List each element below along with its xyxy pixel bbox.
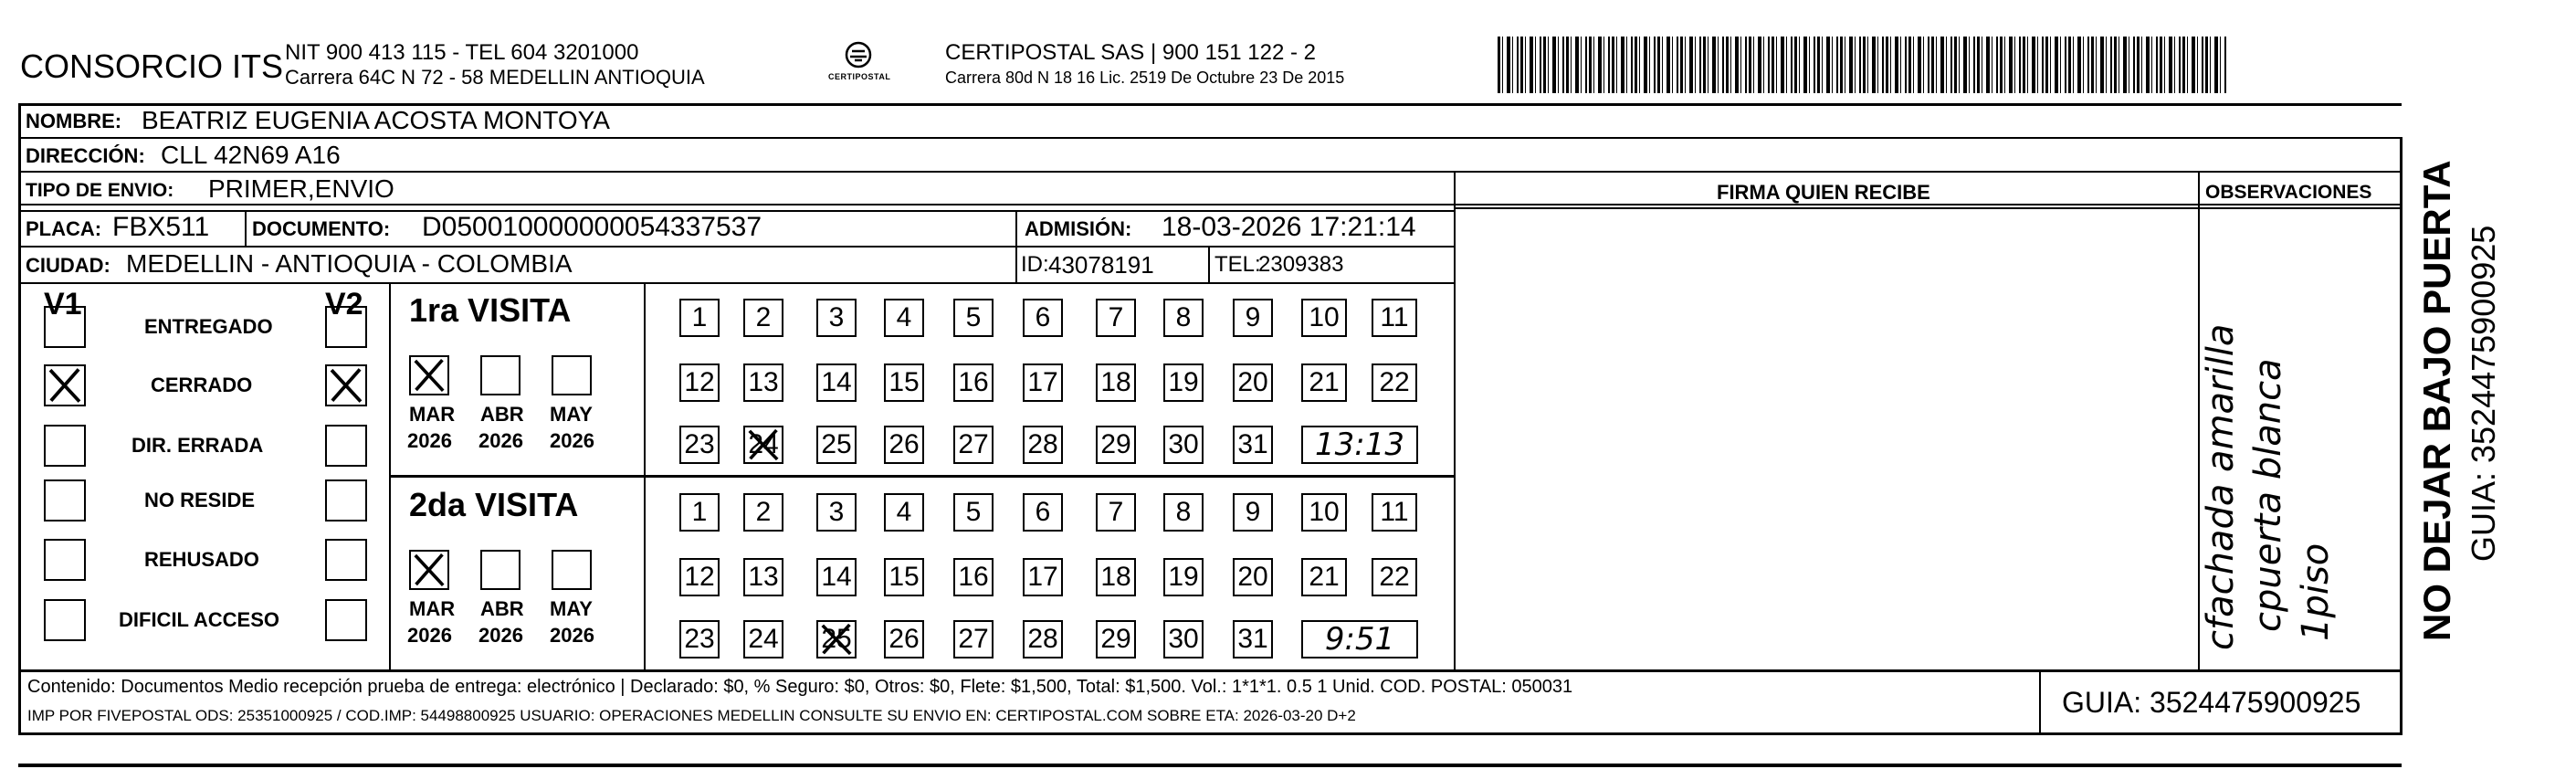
ciudad-value: MEDELLIN - ANTIOQUIA - COLOMBIA [126,249,573,278]
day-cell[interactable]: 7 [1096,299,1136,337]
v2-checkbox[interactable] [325,539,367,581]
day-cell[interactable]: 3 [816,493,857,532]
day-cell[interactable]: 28 [1023,426,1063,464]
signature-area[interactable] [1456,210,2196,667]
tel-label: TEL: [1214,252,1261,277]
month-checkbox[interactable] [409,355,449,395]
day-cell[interactable]: 30 [1163,426,1204,464]
day-cell[interactable]: 21 [1301,558,1347,596]
x-mark-icon [46,366,84,405]
day-cell[interactable]: 26 [884,620,924,658]
direccion-value: CLL 42N69 A16 [161,141,341,169]
v1-checkbox[interactable] [44,599,86,641]
day-cell[interactable]: 17 [1023,363,1063,402]
day-cell[interactable]: 27 [953,426,994,464]
status-label: NO RESIDE [144,489,256,511]
nombre-value: BEATRIZ EUGENIA ACOSTA MONTOYA [142,106,610,134]
no-dejar-bajo-puerta: NO DEJAR BAJO PUERTA [2415,160,2458,641]
month-checkbox[interactable] [552,550,592,590]
month-year: 2026 [550,429,594,452]
day-cell[interactable]: 15 [884,363,924,402]
tel-value: 2309383 [1258,252,1344,277]
handwritten-notes [2200,212,2396,667]
firma-label: FIRMA QUIEN RECIBE [1717,181,1930,204]
logo-caption: CERTIPOSTAL [828,72,891,81]
company-name: CONSORCIO ITS [20,47,284,85]
tipo-envio-label: TIPO DE ENVIO: [26,180,174,201]
handwritten-note: cfachada amarilla [2200,323,2242,650]
day-cell[interactable]: 18 [1096,363,1136,402]
day-cell[interactable]: 1 [679,493,720,532]
v2-checkbox[interactable] [325,425,367,467]
visit-time: 13:13 [1301,426,1418,464]
footer-line1: Contenido: Documentos Medio recepción prueba de entrega: electrónico | Declarado: $0, % Seguro: $0, Otros: $0, Flete: $1,500, Total: $1,500. Vol.: 1*1*1. 0.5 1 Unid. COD. POSTAL: 050031 [27,677,1573,697]
month-name: ABR [480,597,524,620]
documento-label: DOCUMENTO: [252,217,391,240]
day-cell[interactable]: 9 [1233,493,1273,532]
month-year: 2026 [478,429,523,452]
nombre-label: NOMBRE: [26,110,122,132]
tipo-envio-value: PRIMER,ENVIO [208,174,394,203]
day-cell[interactable]: 25 [816,620,857,658]
day-cell[interactable]: 2 [743,493,783,532]
v1-checkbox[interactable] [44,306,86,348]
id-label: ID: [1021,252,1049,277]
month-checkbox[interactable] [552,355,592,395]
month-name: MAR [409,597,456,620]
day-cell[interactable]: 4 [884,299,924,337]
day-cell[interactable]: 6 [1023,493,1063,532]
observaciones-label: OBSERVACIONES [2205,182,2372,203]
status-label: DIR. ERRADA [131,434,264,457]
footer-line2: IMP POR FIVEPOSTAL ODS: 25351000925 / COD.IMP: 54498800925 USUARIO: OPERACIONES MEDELLIN CONSULTE SU ENVIO EN: CERTIPOSTAL.COM SOBRE ETA: 2026-03-20 D+2 [27,707,1356,724]
v2-checkbox[interactable] [325,479,367,521]
day-cell[interactable]: 29 [1096,620,1136,658]
day-cell[interactable]: 23 [679,620,720,658]
day-cell[interactable]: 24 [743,620,783,658]
barcode-icon [1498,37,2228,93]
day-cell[interactable]: 25 [816,426,857,464]
ciudad-label: CIUDAD: [26,254,110,277]
day-cell[interactable]: 22 [1372,558,1417,596]
day-cell[interactable]: 20 [1233,558,1273,596]
day-cell[interactable]: 7 [1096,493,1136,532]
day-cell[interactable]: 28 [1023,620,1063,658]
month-year: 2026 [550,624,594,647]
month-checkbox[interactable] [480,550,520,590]
day-cell[interactable]: 20 [1233,363,1273,402]
day-cell[interactable]: 22 [1372,363,1417,402]
v2-checkbox[interactable] [325,306,367,348]
month-name: ABR [480,403,524,426]
day-cell[interactable]: 27 [953,620,994,658]
day-cell[interactable]: 4 [884,493,924,532]
guia-footer: GUIA: 3524475900925 [2062,686,2361,719]
documento-value: D050010000000054337537 [422,212,762,242]
day-cell[interactable]: 10 [1301,493,1347,532]
day-cell[interactable]: 14 [816,363,857,402]
v2-checkbox[interactable] [325,364,367,406]
day-cell[interactable]: 3 [816,299,857,337]
placa-value: FBX511 [112,212,210,242]
day-cell[interactable]: 17 [1023,558,1063,596]
day-cell[interactable]: 16 [953,363,994,402]
day-cell[interactable]: 29 [1096,426,1136,464]
status-label: DIFICIL ACCESO [119,608,280,631]
day-cell[interactable]: 14 [816,558,857,596]
day-cell[interactable]: 8 [1163,493,1204,532]
day-cell[interactable]: 13 [743,363,783,402]
certipostal-logo [817,40,899,91]
admision-label: ADMISIÓN: [1025,217,1132,240]
placa-label: PLACA: [26,217,102,240]
handwritten-note: 1piso [2295,543,2337,641]
v2-checkbox[interactable] [325,599,367,641]
day-cell[interactable]: 31 [1233,426,1273,464]
month-year: 2026 [407,624,452,647]
day-cell[interactable]: 2 [743,299,783,337]
day-cell[interactable]: 15 [884,558,924,596]
day-cell[interactable]: 1 [679,299,720,337]
v1-checkbox[interactable] [44,539,86,581]
month-checkbox[interactable] [480,355,520,395]
handwritten-note: cpuerta blanca [2247,358,2289,632]
day-cell[interactable]: 26 [884,426,924,464]
v1-checkbox[interactable] [44,364,86,406]
status-label: ENTREGADO [144,315,273,338]
x-mark-icon [818,622,855,657]
day-cell[interactable]: 18 [1096,558,1136,596]
nit-line: NIT 900 413 115 - TEL 604 3201000 [285,40,639,65]
month-name: MAR [409,403,456,426]
day-cell[interactable]: 30 [1163,620,1204,658]
month-checkbox[interactable] [409,550,449,590]
status-label: CERRADO [151,374,253,396]
id-value: 43078191 [1048,251,1154,279]
visit-time: 9:51 [1301,620,1418,658]
day-cell[interactable]: 6 [1023,299,1063,337]
day-cell[interactable]: 13 [743,558,783,596]
visit-title: 2da VISITA [409,486,579,523]
day-cell[interactable]: 10 [1301,299,1347,337]
month-name: MAY [550,597,593,620]
certipostal-logo-icon [817,40,899,91]
license-line: Carrera 80d N 18 16 Lic. 2519 De Octubre 23 De 2015 [945,68,1345,87]
day-cell[interactable]: 16 [953,558,994,596]
month-name: MAY [550,403,593,426]
day-cell[interactable]: 8 [1163,299,1204,337]
day-cell[interactable]: 11 [1372,493,1417,532]
day-cell[interactable]: 11 [1372,299,1417,337]
day-cell[interactable]: 23 [679,426,720,464]
day-cell[interactable]: 24 [743,426,783,464]
day-cell[interactable]: 12 [679,558,720,596]
x-mark-icon [411,357,447,394]
v1-label: V1 [44,287,82,321]
address-line: Carrera 64C N 72 - 58 MEDELLIN ANTIOQUIA [285,66,705,89]
day-cell[interactable]: 5 [953,299,994,337]
day-cell[interactable]: 19 [1163,558,1204,596]
day-cell[interactable]: 5 [953,493,994,532]
v2-label: V2 [325,287,363,321]
v1-checkbox[interactable] [44,479,86,521]
month-year: 2026 [478,624,523,647]
direccion-label: DIRECCIÓN: [26,144,145,167]
x-mark-icon [411,552,447,588]
status-label: REHUSADO [144,548,259,571]
visit-title: 1ra VISITA [409,291,572,329]
certipostal-line: CERTIPOSTAL SAS | 900 151 122 - 2 [945,40,1316,65]
month-year: 2026 [407,429,452,452]
day-cell[interactable]: 19 [1163,363,1204,402]
guia-side: GUIA: 3524475900925 [2465,225,2502,562]
x-mark-icon [745,427,782,462]
v1-checkbox[interactable] [44,425,86,467]
day-cell[interactable]: 12 [679,363,720,402]
day-cell[interactable]: 21 [1301,363,1347,402]
day-cell[interactable]: 9 [1233,299,1273,337]
day-cell[interactable]: 31 [1233,620,1273,658]
admision-value: 18-03-2026 17:21:14 [1162,212,1416,242]
x-mark-icon [327,366,365,405]
